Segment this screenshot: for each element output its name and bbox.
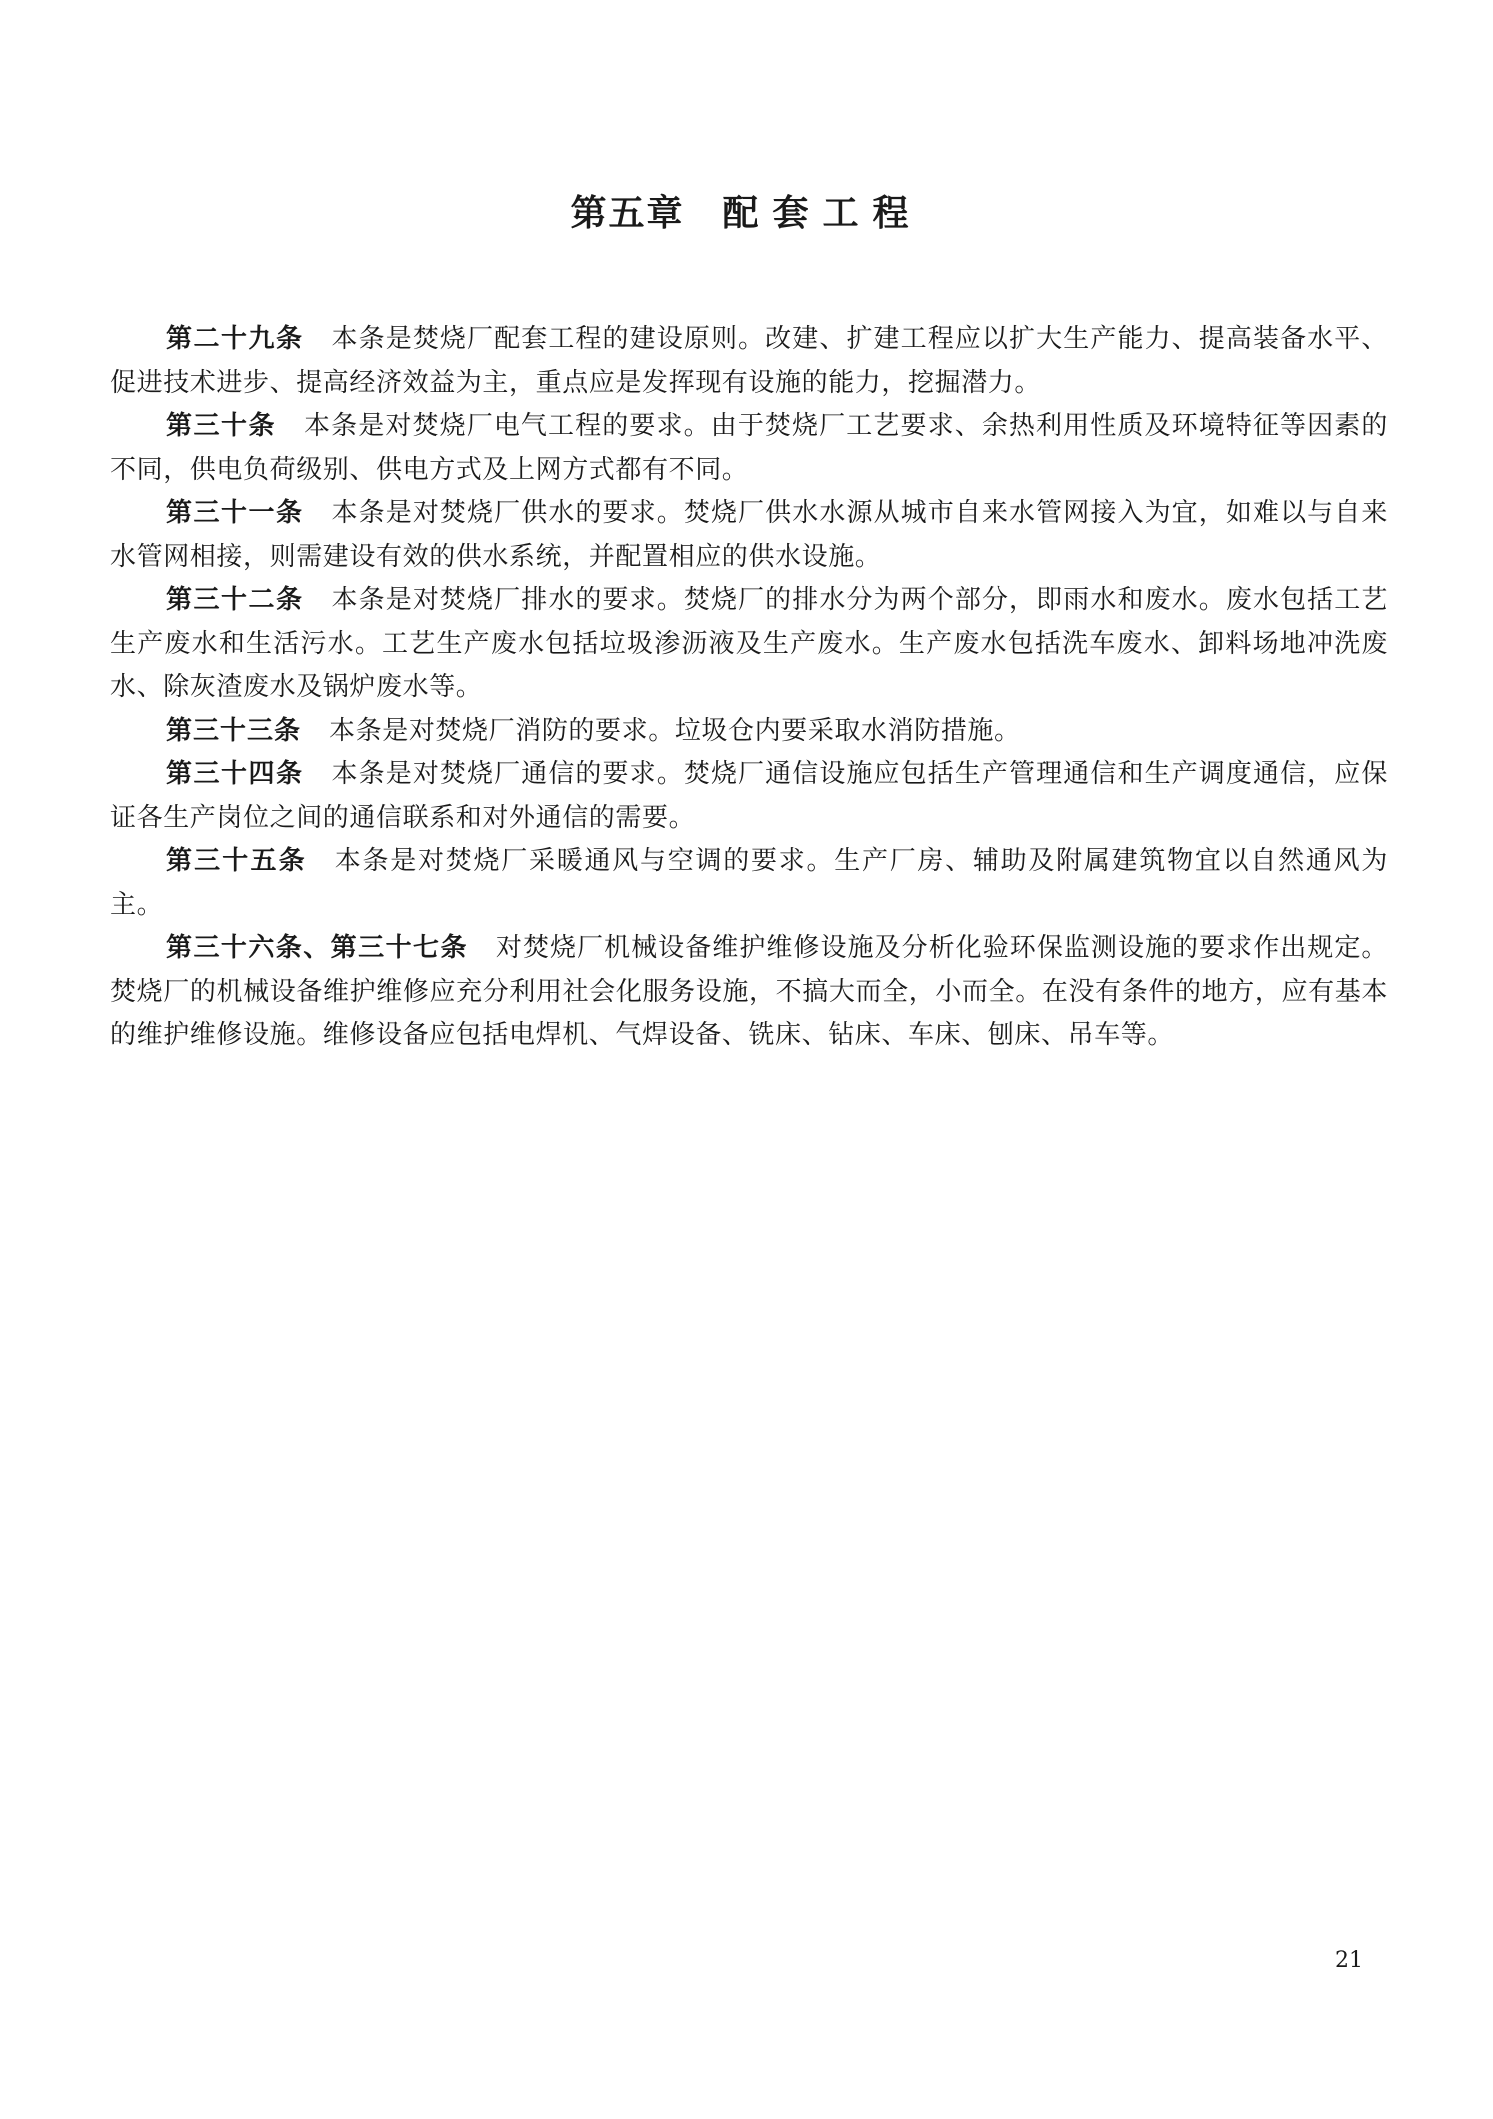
article-text: 本条是对焚烧厂电气工程的要求。由于焚烧厂工艺要求、余热利用性质及环境特征等因素的不同，供电负荷级别、供电方式及上网方式都有不同。	[110, 411, 1388, 485]
article-text: 本条是对焚烧厂供水的要求。焚烧厂供水水源从城市自来水管网接入为宜，如难以与自来水管网相接，则需建设有效的供水系统，并配置相应的供水设施。	[110, 498, 1388, 572]
article-text: 本条是对焚烧厂排水的要求。焚烧厂的排水分为两个部分，即雨水和废水。废水包括工艺生产废水和生活污水。工艺生产废水包括垃圾渗沥液及生产废水。生产废水包括洗车废水、卸料场地冲洗废水、除灰渣废水及锅炉废水等。	[110, 585, 1388, 702]
chapter-body	[110, 318, 1388, 1058]
article-text: 本条是对焚烧厂消防的要求。垃圾仓内要采取水消防措施。	[329, 715, 1021, 746]
article-32	[110, 579, 1388, 710]
chapter-name: 配套工程	[722, 193, 923, 234]
article-heading: 第三十三条	[166, 715, 302, 746]
article-text: 本条是对焚烧厂采暖通风与空调的要求。生产厂房、辅助及附属建筑物宜以自然通风为主。	[110, 846, 1388, 920]
chapter-number: 第五章	[570, 193, 685, 234]
article-29	[110, 318, 1388, 405]
article-text: 本条是对焚烧厂通信的要求。焚烧厂通信设施应包括生产管理通信和生产调度通信，应保证各生产岗位之间的通信联系和对外通信的需要。	[110, 759, 1388, 833]
article-33	[110, 710, 1388, 754]
article-30	[110, 405, 1388, 492]
article-36-37	[110, 927, 1388, 1058]
article-heading: 第三十四条	[166, 759, 304, 789]
article-text: 对焚烧厂机械设备维护维修设施及分析化验环保监测设施的要求作出规定。焚烧厂的机械设备维护维修应充分利用社会化服务设施，不搞大而全，小而全。在没有条件的地方，应有基本的维护维修设施。维修设备应包括电焊机、气焊设备、铣床、钻床、车床、刨床、吊车等。	[110, 933, 1388, 1050]
article-35	[110, 840, 1388, 927]
article-heading: 第三十六条、第三十七条	[166, 933, 468, 963]
article-heading: 第三十五条	[166, 846, 307, 876]
article-heading: 第三十一条	[166, 498, 304, 528]
article-34	[110, 753, 1388, 840]
article-heading: 第三十二条	[166, 585, 304, 615]
page-number: 21	[1335, 1948, 1363, 1973]
article-31	[110, 492, 1388, 579]
article-heading: 第三十条	[166, 411, 277, 441]
chapter-title	[0, 185, 1493, 236]
article-heading: 第二十九条	[166, 324, 304, 354]
article-text: 本条是焚烧厂配套工程的建设原则。改建、扩建工程应以扩大生产能力、提高装备水平、促进技术进步、提高经济效益为主，重点应是发挥现有设施的能力，挖掘潜力。	[110, 324, 1388, 398]
